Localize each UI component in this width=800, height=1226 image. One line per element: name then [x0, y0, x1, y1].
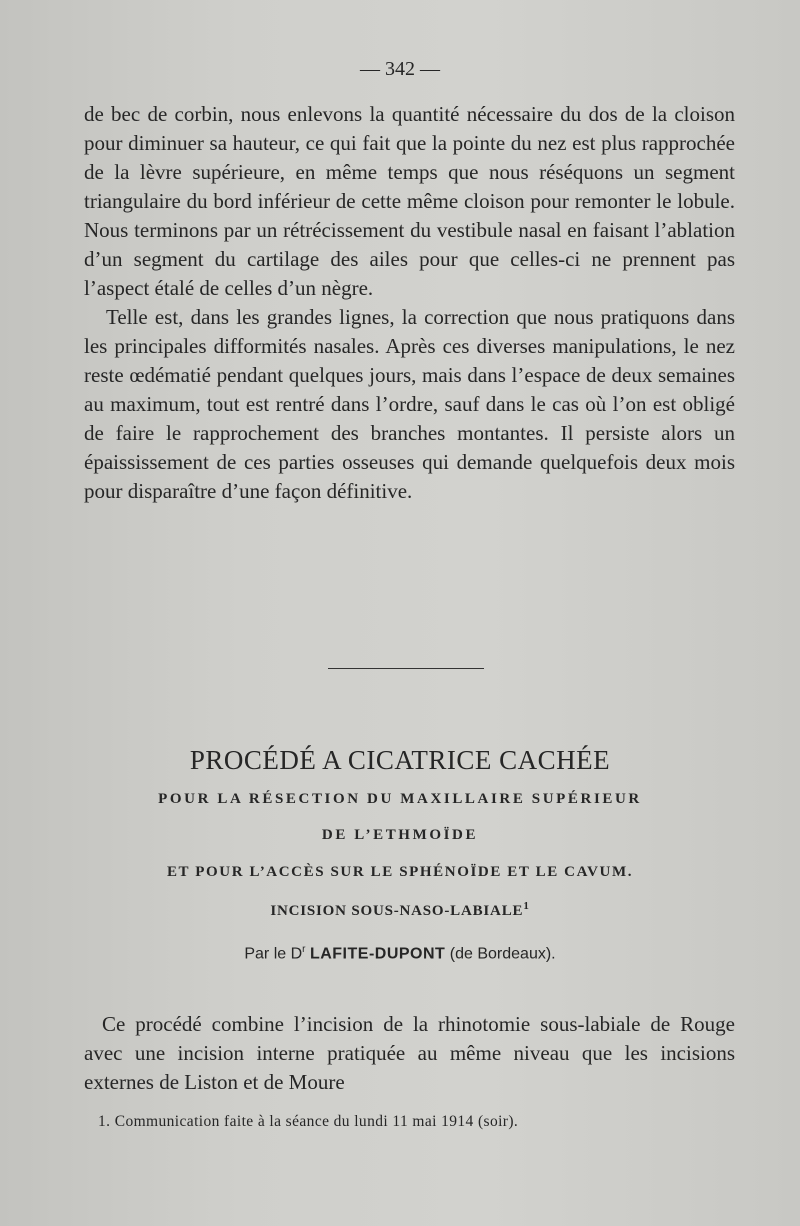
article-title: PROCÉDÉ A CICATRICE CACHÉE	[189, 745, 611, 775]
article-body	[84, 1010, 735, 1097]
author-affiliation: (de Bordeaux).	[449, 945, 556, 963]
article-subtitle-line-3: ET POUR L’ACCÈS SUR LE SPHÉNOÏDE ET LE CAVUM.	[166, 864, 634, 880]
paragraph-continuation: de bec de corbin, nous enlevons la quantité nécessaire du dos de la cloison pour diminuer sa hauteur, ce qui fait que la pointe du nez est plus rapprochée de la lèvre supérieure, en même temps que nous réséquons un segment triangulaire du bord inférieur de cette même cloison pour remonter le lobule. Nous terminons par un rétrécissement du vestibule nasal en faisant l’ablation d’un segment du cartilage des ailes pour que celles-ci ne prennent pas l’aspect étalé de celles d’un nègre.	[84, 102, 735, 300]
article-intro-paragraph: Ce procédé combine l’incision de la rhinotomie sous-labiale de Rouge avec une incision interne pratiquée au même niveau que les incisions externes de Liston et de Moure	[84, 1012, 735, 1094]
page-number: — 342 —	[360, 58, 440, 80]
incision-heading: INCISION SOUS-NASO-LABIALE	[270, 903, 524, 919]
author-title-sup: r	[302, 944, 306, 955]
article-subtitle-line-4	[0, 900, 800, 920]
article-subtitle-line-1: POUR LA RÉSECTION DU MAXILLAIRE SUPÉRIEUR	[158, 791, 642, 807]
article-subtitle-line-2: DE L’ETHMOÏDE	[321, 827, 479, 843]
section-divider	[328, 668, 484, 669]
author-prefix: Par le D	[244, 945, 303, 963]
author-line	[0, 944, 800, 963]
continued-text	[84, 100, 735, 506]
footnote: 1. Communication faite à la séance du lundi 11 mai 1914 (soir).	[98, 1113, 519, 1130]
footnote-marker: 1	[523, 900, 530, 912]
author-name: LAFITE-DUPONT	[309, 945, 446, 963]
paragraph-correction-summary: Telle est, dans les grandes lignes, la correction que nous pratiquons dans les principales difformités nasales. Après ces diverses manipulations, le nez reste œdématié pendant quelques jours, mais dans l’espace de deux semaines au maximum, tout est rentré dans l’ordre, sauf dans le cas où l’on est obligé de faire le rapprochement des branches montantes. Il persiste alors un épaississement de ces parties osseuses qui demande quelquefois deux mois pour disparaître d’une façon définitive.	[84, 305, 735, 503]
